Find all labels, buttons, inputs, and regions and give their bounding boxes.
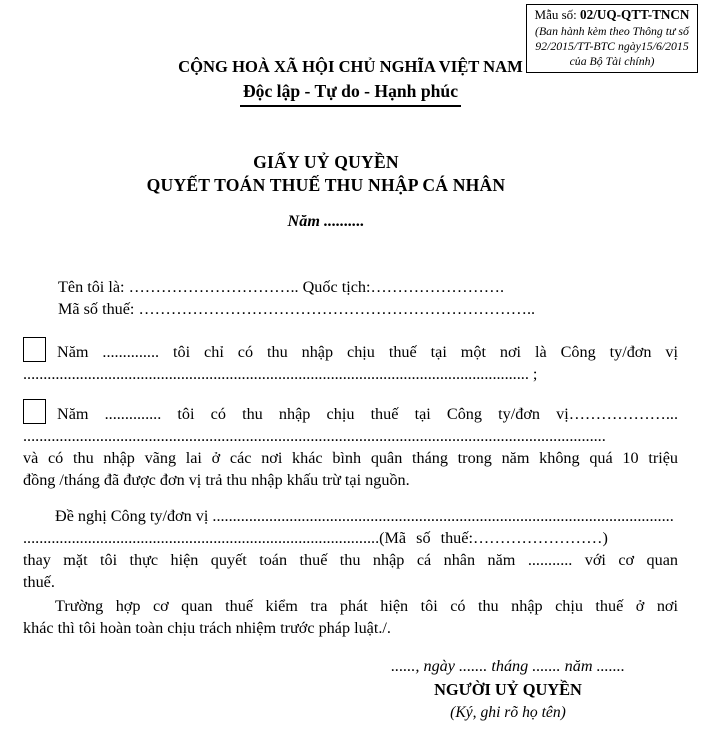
form-number-label: Mẫu số: xyxy=(534,7,577,22)
liability-line-2: khác thì tôi hoàn toàn chịu trách nhiệm trước pháp luật./. xyxy=(23,619,391,637)
form-reference-box xyxy=(526,4,698,73)
option-multi-income-text: Năm .............. tôi có thu nhập chịu thuế tại Công ty/đơn vị………………... xyxy=(57,405,678,423)
form-number-code: 02/UQ-QTT-TNCN xyxy=(580,7,690,22)
request-taxcode-line: ........................................................................................(Mã số thuế:……………………) xyxy=(23,529,608,547)
form-issuance-note: (Ban hành kèm theo Thông tư số 92/2015/TT-BTC ngày15/6/2015 của Bộ Tài chính) xyxy=(535,24,689,68)
national-motto: Độc lập - Tự do - Hạnh phúc xyxy=(240,81,461,107)
liability-section xyxy=(23,595,678,639)
request-section xyxy=(23,505,678,593)
option-multi-income-continuation-1: và có thu nhập vãng lai ở các nơi khác bình quân tháng trong năm không quá 10 triệu xyxy=(23,449,678,467)
company-name-fill-line-2: ................................................................................................................................................ xyxy=(23,427,606,445)
option-multi-income xyxy=(23,399,678,491)
request-company-line: Đề nghị Công ty/đơn vị .................................................................................................................. xyxy=(55,507,674,525)
identity-section xyxy=(23,276,678,320)
signature-block xyxy=(323,655,693,724)
form-number-line xyxy=(530,7,694,23)
form-body xyxy=(0,276,701,724)
company-name-fill-line: ............................................................................................................................. ; xyxy=(23,365,538,383)
signature-instruction: (Ký, ghi rõ họ tên) xyxy=(450,704,566,721)
option-multi-income-line xyxy=(23,399,678,425)
year-fill-line: Năm .......... xyxy=(287,212,365,230)
option-multi-income-continuation-2: đồng /tháng đã được đơn vị trả thu nhập khấu trừ tại nguồn. xyxy=(23,471,410,489)
country-name: CỘNG HOÀ XÃ HỘI CHỦ NGHĨA VIỆT NAM xyxy=(178,57,523,76)
document-title-block xyxy=(0,151,701,233)
option-single-income-line xyxy=(23,337,678,363)
signer-role: NGƯỜI UỶ QUYỀN xyxy=(434,680,582,699)
signature-date-line: ......, ngày ....... tháng ....... năm ....... xyxy=(391,657,625,675)
name-nationality-line: Tên tôi là: ………………………….. Quốc tịch:……………………. xyxy=(58,278,505,296)
single-income-checkbox[interactable] xyxy=(23,337,46,362)
tax-code-line: Mã số thuế: ……………………………………………………………….. xyxy=(58,300,536,318)
document-subtitle: QUYẾT TOÁN THUẾ THU NHẬP CÁ NHÂN xyxy=(146,175,506,195)
multi-income-checkbox[interactable] xyxy=(23,399,46,424)
document-title: GIẤY UỶ QUYỀN xyxy=(253,152,399,172)
request-continuation-2: thuế. xyxy=(23,573,55,591)
option-single-income-text: Năm .............. tôi chỉ có thu nhập chịu thuế tại một nơi là Công ty/đơn vị xyxy=(57,343,678,361)
liability-line-1: Trường hợp cơ quan thuế kiểm tra phát hiện tôi có thu nhập chịu thuế ở nơi xyxy=(55,597,678,615)
option-single-income xyxy=(23,337,678,385)
request-continuation-1: thay mặt tôi thực hiện quyết toán thuế thu nhập cá nhân năm ........... với cơ quan xyxy=(23,551,678,569)
